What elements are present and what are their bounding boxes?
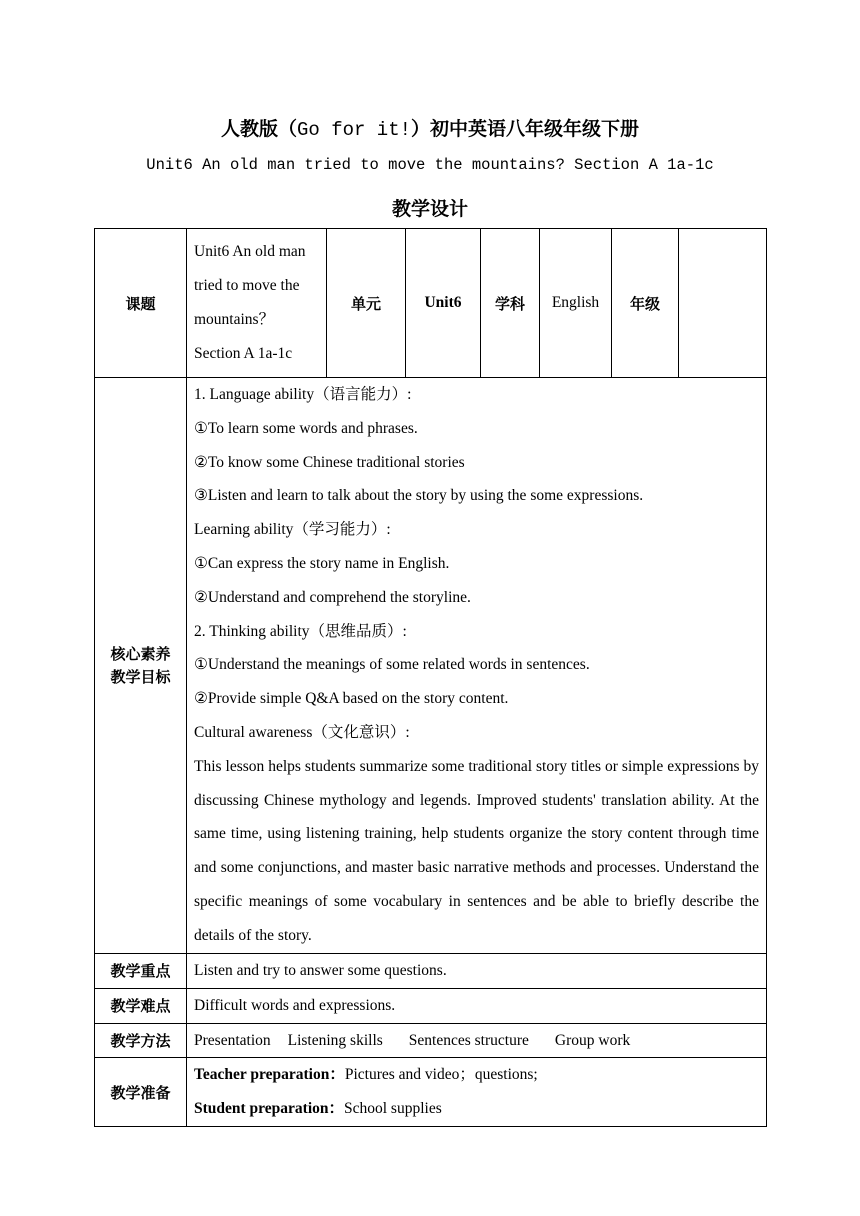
method-item: Sentences structure	[408, 1031, 529, 1049]
unit-value: Unit6	[406, 229, 481, 378]
header-row	[95, 229, 767, 378]
goals-row	[95, 378, 767, 954]
method-item: Group work	[554, 1031, 631, 1049]
goals-line: Cultural awareness（文化意识）:	[194, 723, 410, 741]
difficulties-label: 教学难点	[95, 988, 187, 1023]
title-part: 人教版（	[220, 118, 297, 140]
grade-value	[679, 229, 767, 378]
key-points-row	[95, 954, 767, 989]
goals-content	[187, 378, 767, 954]
methods-row	[95, 1023, 767, 1058]
subject-label: 学科	[481, 229, 540, 378]
student-preparation-value: School supplies	[344, 1100, 442, 1117]
teacher-preparation	[194, 1058, 759, 1092]
difficulties-row	[95, 988, 767, 1023]
preparation-row	[95, 1058, 767, 1127]
goals-line: 2. Thinking ability（思维品质）:	[194, 622, 407, 640]
topic-line: Section A 1a-1c	[194, 345, 293, 362]
goals-line: ①Can express the story name in English.	[194, 554, 450, 572]
topic-line: mountains？	[194, 311, 275, 328]
method-item: Listening skills	[287, 1031, 383, 1049]
goals-label-line: 教学目标	[110, 667, 171, 686]
topic-value	[187, 229, 327, 378]
preparation-value	[187, 1058, 767, 1127]
goals-line: ②Provide simple Q&A based on the story content.	[194, 690, 509, 708]
methods-value	[187, 1023, 767, 1058]
goals-paragraph: This lesson helps students summarize some traditional story titles or simple expressions by discussing Chinese mythology and legends. Improved students' translation ability. At the same time, using listening training, help students organize the story content through time and some conjunctions, and master basic narrative methods and processes. Understand the specific meanings of some vocabulary in sentences and be able to briefly describe the details of the story.	[194, 757, 759, 944]
document-heading: 教学设计	[391, 198, 468, 220]
key-points-label: 教学重点	[95, 954, 187, 989]
topic-line: Unit6 An old man	[194, 243, 306, 260]
key-points-value: Listen and try to answer some questions.	[187, 954, 767, 989]
document-title	[0, 114, 860, 141]
grade-label: 年级	[612, 229, 679, 378]
teacher-preparation-value: Pictures and video；questions;	[344, 1066, 538, 1083]
difficulties-value: Difficult words and expressions.	[187, 988, 767, 1023]
goals-line: Learning ability（学习能力）:	[194, 521, 391, 539]
goals-line: ②Understand and comprehend the storyline.	[194, 588, 471, 606]
preparation-label: 教学准备	[95, 1058, 187, 1127]
goals-line: ③Listen and learn to talk about the story by using the some expressions.	[194, 487, 644, 505]
goals-label	[95, 378, 187, 954]
goals-line: 1. Language ability（语言能力）:	[194, 386, 412, 403]
student-preparation-label: Student preparation：	[194, 1100, 344, 1117]
goals-label-line: 核心素养	[110, 644, 171, 663]
unit-label: 单元	[327, 229, 406, 378]
teacher-preparation-label: Teacher preparation：	[194, 1066, 345, 1083]
student-preparation	[194, 1092, 759, 1126]
title-part: Go for it!	[296, 119, 412, 141]
method-item: Presentation	[194, 1031, 271, 1049]
document-subtitle: Unit6 An old man tried to move the mountains? Section A 1a-1c	[146, 156, 714, 174]
goals-line: ①Understand the meanings of some related words in sentences.	[194, 656, 590, 674]
goals-line: ②To know some Chinese traditional stories	[194, 453, 465, 471]
topic-label: 课题	[95, 229, 187, 378]
topic-line: tried to move the	[194, 277, 300, 294]
lesson-plan-table	[94, 228, 767, 1127]
title-part: ）初中英语八年级年级下册	[411, 118, 640, 140]
subject-value: English	[540, 229, 612, 378]
methods-label: 教学方法	[95, 1023, 187, 1058]
goals-line: ①To learn some words and phrases.	[194, 419, 418, 437]
